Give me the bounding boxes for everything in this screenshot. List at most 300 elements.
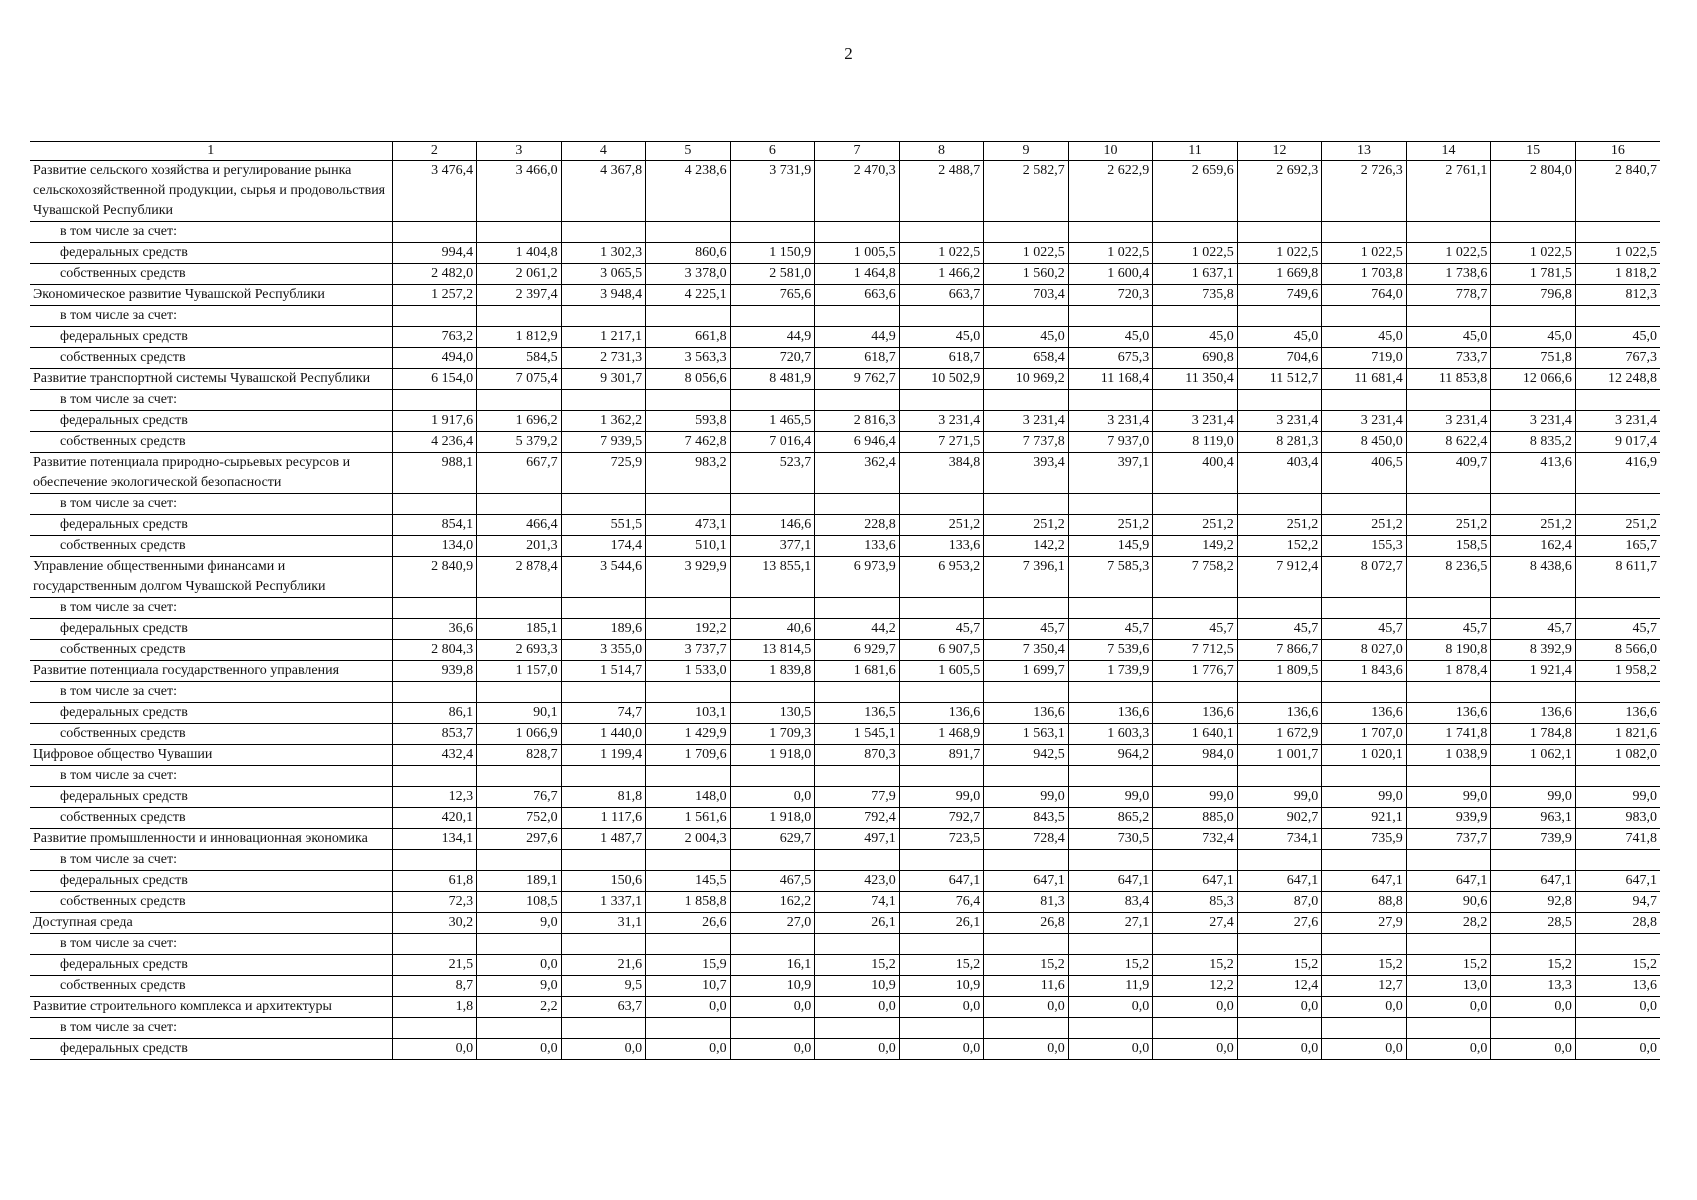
table-cell: 7 937,0: [1068, 432, 1153, 453]
table-cell: [477, 306, 562, 327]
table-cell: 1 022,5: [899, 243, 984, 264]
table-cell: 1 776,7: [1153, 661, 1238, 682]
row-label: Доступная среда: [30, 913, 392, 934]
table-cell: [1406, 766, 1491, 787]
table-cell: [477, 1018, 562, 1039]
table-cell: 6 929,7: [815, 640, 900, 661]
table-cell: 647,1: [1068, 871, 1153, 892]
table-cell: 11 168,4: [1068, 369, 1153, 390]
table-cell: [392, 494, 477, 515]
table-cell: 1 337,1: [561, 892, 646, 913]
table-cell: 11 681,4: [1322, 369, 1407, 390]
table-cell: 2 659,6: [1153, 161, 1238, 222]
row-label: Развитие потенциала природно-сырьевых ресурсов и обеспечение экологической безопасности: [30, 453, 392, 494]
table-cell: [561, 598, 646, 619]
row-label: в том числе за счет:: [30, 390, 392, 411]
table-cell: 192,2: [646, 619, 731, 640]
table-cell: 2 693,3: [477, 640, 562, 661]
table-cell: 87,0: [1237, 892, 1322, 913]
table-cell: [1068, 306, 1153, 327]
table-cell: 1 818,2: [1575, 264, 1660, 285]
table-cell: [730, 494, 815, 515]
table-cell: 0,0: [1237, 997, 1322, 1018]
table-cell: [1068, 598, 1153, 619]
table-cell: 136,6: [1068, 703, 1153, 724]
table-cell: [984, 766, 1069, 787]
table-cell: [1237, 850, 1322, 871]
table-row: [30, 557, 1660, 598]
table-cell: 1 703,8: [1322, 264, 1407, 285]
table-cell: [1322, 390, 1407, 411]
table-cell: 704,6: [1237, 348, 1322, 369]
table-cell: 885,0: [1153, 808, 1238, 829]
table-cell: [1237, 766, 1322, 787]
table-cell: [646, 682, 731, 703]
table-cell: 1 022,5: [1237, 243, 1322, 264]
table-cell: 30,2: [392, 913, 477, 934]
table-cell: 703,4: [984, 285, 1069, 306]
table-cell: 739,9: [1491, 829, 1576, 850]
table-cell: 21,5: [392, 955, 477, 976]
table-cell: 251,2: [1575, 515, 1660, 536]
row-label: собственных средств: [30, 892, 392, 913]
table-cell: 2 731,3: [561, 348, 646, 369]
table-cell: 3 065,5: [561, 264, 646, 285]
table-cell: 8 119,0: [1153, 432, 1238, 453]
table-cell: 1 858,8: [646, 892, 731, 913]
table-cell: 0,0: [646, 997, 731, 1018]
table-subrow: [30, 515, 1660, 536]
table-cell: 7 939,5: [561, 432, 646, 453]
table-cell: [815, 494, 900, 515]
table-cell: [646, 934, 731, 955]
table-cell: 3 231,4: [1491, 411, 1576, 432]
table-subrow: [30, 1039, 1660, 1060]
table-cell: [815, 766, 900, 787]
table-cell: [1153, 934, 1238, 955]
table-cell: 162,2: [730, 892, 815, 913]
table-cell: 152,2: [1237, 536, 1322, 557]
table-cell: [899, 494, 984, 515]
table-cell: 92,8: [1491, 892, 1576, 913]
row-label: федеральных средств: [30, 619, 392, 640]
column-header: 10: [1068, 142, 1153, 161]
table-cell: 31,1: [561, 913, 646, 934]
row-label: собственных средств: [30, 808, 392, 829]
table-cell: 13 855,1: [730, 557, 815, 598]
table-cell: 7 016,4: [730, 432, 815, 453]
table-cell: [1575, 934, 1660, 955]
table-subrow: [30, 808, 1660, 829]
table-cell: 618,7: [815, 348, 900, 369]
table-cell: 40,6: [730, 619, 815, 640]
table-cell: 133,6: [815, 536, 900, 557]
table-subrow: [30, 976, 1660, 997]
table-cell: [477, 766, 562, 787]
row-label: федеральных средств: [30, 327, 392, 348]
table-cell: 45,0: [984, 327, 1069, 348]
table-cell: 902,7: [1237, 808, 1322, 829]
table-cell: 690,8: [1153, 348, 1238, 369]
table-cell: [815, 934, 900, 955]
table-cell: 0,0: [561, 1039, 646, 1060]
table-cell: 3 231,4: [984, 411, 1069, 432]
table-row: [30, 661, 1660, 682]
table-cell: 9,5: [561, 976, 646, 997]
table-cell: 76,4: [899, 892, 984, 913]
table-cell: 1 812,9: [477, 327, 562, 348]
table-cell: 3 231,4: [1406, 411, 1491, 432]
table-cell: 0,0: [984, 997, 1069, 1018]
table-cell: [1153, 390, 1238, 411]
table-cell: 36,6: [392, 619, 477, 640]
header-row: [30, 142, 1660, 161]
table-cell: [646, 850, 731, 871]
table-cell: 6 946,4: [815, 432, 900, 453]
table-cell: 853,7: [392, 724, 477, 745]
table-cell: 136,5: [815, 703, 900, 724]
table-cell: 145,5: [646, 871, 731, 892]
table-cell: 0,0: [1153, 997, 1238, 1018]
table-cell: [1491, 934, 1576, 955]
table-cell: 90,6: [1406, 892, 1491, 913]
table-cell: 1 001,7: [1237, 745, 1322, 766]
table-cell: 0,0: [477, 1039, 562, 1060]
table-subrow: [30, 411, 1660, 432]
table-cell: 3 466,0: [477, 161, 562, 222]
table-subrow: [30, 787, 1660, 808]
table-cell: 3 737,7: [646, 640, 731, 661]
table-cell: 663,6: [815, 285, 900, 306]
table-cell: 108,5: [477, 892, 562, 913]
table-cell: [392, 306, 477, 327]
table-cell: [984, 934, 1069, 955]
table-cell: 189,1: [477, 871, 562, 892]
table-cell: 9 017,4: [1575, 432, 1660, 453]
table-cell: 11,6: [984, 976, 1069, 997]
table-cell: [1575, 682, 1660, 703]
table-cell: 8 056,6: [646, 369, 731, 390]
table-cell: 6 973,9: [815, 557, 900, 598]
table-cell: 397,1: [1068, 453, 1153, 494]
table-cell: 145,9: [1068, 536, 1153, 557]
table-cell: 0,0: [646, 1039, 731, 1060]
table-cell: [1153, 598, 1238, 619]
row-label: в том числе за счет:: [30, 222, 392, 243]
table-subrow: [30, 327, 1660, 348]
table-cell: 1 878,4: [1406, 661, 1491, 682]
table-cell: 45,7: [1491, 619, 1576, 640]
table-cell: [561, 306, 646, 327]
row-label: в том числе за счет:: [30, 766, 392, 787]
table-cell: 1 637,1: [1153, 264, 1238, 285]
table-cell: [1322, 306, 1407, 327]
table-cell: [984, 682, 1069, 703]
table-cell: 99,0: [1322, 787, 1407, 808]
row-label: Развитие транспортной системы Чувашской Республики: [30, 369, 392, 390]
page-number: 2: [844, 44, 853, 63]
row-label: в том числе за счет:: [30, 850, 392, 871]
table-cell: 8 281,3: [1237, 432, 1322, 453]
table-cell: [815, 598, 900, 619]
table-cell: 136,6: [984, 703, 1069, 724]
table-cell: 1 465,5: [730, 411, 815, 432]
table-cell: 720,7: [730, 348, 815, 369]
table-cell: 732,4: [1153, 829, 1238, 850]
table-cell: [1153, 1018, 1238, 1039]
table-cell: [1406, 682, 1491, 703]
table-cell: [984, 850, 1069, 871]
table-subrow: [30, 766, 1660, 787]
table-cell: 667,7: [477, 453, 562, 494]
table-cell: 15,9: [646, 955, 731, 976]
table-cell: 45,7: [1153, 619, 1238, 640]
table-cell: 730,5: [1068, 829, 1153, 850]
table-cell: 2 804,3: [392, 640, 477, 661]
table-cell: [730, 598, 815, 619]
table-cell: 136,6: [1406, 703, 1491, 724]
table-cell: 0,0: [477, 955, 562, 976]
column-header: 1: [30, 142, 392, 161]
table-cell: 7 462,8: [646, 432, 731, 453]
table-cell: 1 781,5: [1491, 264, 1576, 285]
table-cell: 0,0: [984, 1039, 1069, 1060]
table-cell: 1 709,6: [646, 745, 731, 766]
row-label: Развитие потенциала государственного управления: [30, 661, 392, 682]
table-cell: [984, 494, 1069, 515]
table-cell: 10,9: [815, 976, 900, 997]
table-cell: 377,1: [730, 536, 815, 557]
table-cell: 7 737,8: [984, 432, 1069, 453]
table-subrow: [30, 934, 1660, 955]
table-cell: [1322, 766, 1407, 787]
table-cell: 15,2: [1153, 955, 1238, 976]
table-cell: 26,1: [899, 913, 984, 934]
table-cell: 8 611,7: [1575, 557, 1660, 598]
table-cell: [392, 222, 477, 243]
table-cell: 0,0: [1406, 1039, 1491, 1060]
table-cell: 13,3: [1491, 976, 1576, 997]
table-cell: 409,7: [1406, 453, 1491, 494]
row-label: федеральных средств: [30, 703, 392, 724]
table-cell: [1575, 766, 1660, 787]
table-cell: [477, 850, 562, 871]
table-cell: 1 784,8: [1491, 724, 1576, 745]
table-cell: 865,2: [1068, 808, 1153, 829]
table-cell: 103,1: [646, 703, 731, 724]
row-label: собственных средств: [30, 432, 392, 453]
table-cell: 27,0: [730, 913, 815, 934]
table-cell: 1 707,0: [1322, 724, 1407, 745]
table-cell: [1575, 598, 1660, 619]
table-cell: [561, 682, 646, 703]
table-cell: 15,2: [1068, 955, 1153, 976]
table-cell: 99,0: [984, 787, 1069, 808]
table-cell: 63,7: [561, 997, 646, 1018]
table-cell: 0,0: [815, 997, 900, 1018]
table-cell: 8 566,0: [1575, 640, 1660, 661]
table-cell: [477, 494, 562, 515]
row-label: федеральных средств: [30, 515, 392, 536]
table-cell: 11 853,8: [1406, 369, 1491, 390]
table-cell: 45,7: [1575, 619, 1660, 640]
table-cell: 2 581,0: [730, 264, 815, 285]
table-header: [30, 142, 1660, 161]
table-cell: 88,8: [1322, 892, 1407, 913]
table-cell: [1237, 390, 1322, 411]
table-cell: [1406, 222, 1491, 243]
table-cell: 752,0: [477, 808, 562, 829]
table-cell: [1406, 934, 1491, 955]
table-cell: [730, 306, 815, 327]
table-cell: 8 438,6: [1491, 557, 1576, 598]
table-cell: [1575, 494, 1660, 515]
table-cell: 251,2: [1153, 515, 1238, 536]
table-cell: 45,0: [1575, 327, 1660, 348]
table-cell: 843,5: [984, 808, 1069, 829]
table-cell: [1237, 494, 1322, 515]
table-cell: [1491, 390, 1576, 411]
table-subrow: [30, 640, 1660, 661]
table-cell: 3 231,4: [1237, 411, 1322, 432]
table-cell: 27,9: [1322, 913, 1407, 934]
table-cell: 8 190,8: [1406, 640, 1491, 661]
table-subrow: [30, 850, 1660, 871]
table-cell: 28,8: [1575, 913, 1660, 934]
table-cell: 420,1: [392, 808, 477, 829]
table-cell: 1 466,2: [899, 264, 984, 285]
table-cell: 728,4: [984, 829, 1069, 850]
table-cell: [730, 766, 815, 787]
table-subrow: [30, 871, 1660, 892]
table-cell: 174,4: [561, 536, 646, 557]
table-cell: 0,0: [899, 1039, 984, 1060]
table-cell: [1068, 1018, 1153, 1039]
table-cell: [1406, 390, 1491, 411]
table-cell: [1153, 850, 1238, 871]
table-subrow: [30, 264, 1660, 285]
table-cell: 94,7: [1575, 892, 1660, 913]
table-cell: 4 225,1: [646, 285, 731, 306]
table-cell: 735,8: [1153, 285, 1238, 306]
table-cell: [392, 390, 477, 411]
table-cell: 9,0: [477, 913, 562, 934]
table-cell: [1237, 934, 1322, 955]
table-cell: 3 731,9: [730, 161, 815, 222]
table-cell: 148,0: [646, 787, 731, 808]
table-cell: 99,0: [1491, 787, 1576, 808]
table-cell: 8 392,9: [1491, 640, 1576, 661]
table-cell: [646, 598, 731, 619]
table-cell: 27,1: [1068, 913, 1153, 934]
table-cell: 741,8: [1575, 829, 1660, 850]
table-cell: [561, 1018, 646, 1039]
table-cell: 130,5: [730, 703, 815, 724]
column-header: 13: [1322, 142, 1407, 161]
table-cell: 1 918,0: [730, 745, 815, 766]
table-cell: 28,5: [1491, 913, 1576, 934]
table-cell: [899, 850, 984, 871]
table-cell: 921,1: [1322, 808, 1407, 829]
table-cell: [1153, 682, 1238, 703]
table-cell: [561, 494, 646, 515]
table-cell: 1 468,9: [899, 724, 984, 745]
table-cell: [1575, 390, 1660, 411]
table-cell: 44,9: [815, 327, 900, 348]
table-cell: 1 921,4: [1491, 661, 1576, 682]
table-cell: 964,2: [1068, 745, 1153, 766]
table-cell: [730, 682, 815, 703]
table-cell: 7 075,4: [477, 369, 562, 390]
table-cell: [1237, 682, 1322, 703]
table-cell: 0,0: [899, 997, 984, 1018]
table-cell: 413,6: [1491, 453, 1576, 494]
table-cell: [1237, 306, 1322, 327]
table-cell: 8 450,0: [1322, 432, 1407, 453]
table-cell: 1 117,6: [561, 808, 646, 829]
table-cell: 12,7: [1322, 976, 1407, 997]
table-cell: 963,1: [1491, 808, 1576, 829]
table-cell: 497,1: [815, 829, 900, 850]
table-subrow: [30, 306, 1660, 327]
table-cell: 45,0: [1491, 327, 1576, 348]
row-label: федеральных средств: [30, 787, 392, 808]
table-cell: 983,2: [646, 453, 731, 494]
table-cell: 994,4: [392, 243, 477, 264]
table-cell: 77,9: [815, 787, 900, 808]
table-cell: [561, 222, 646, 243]
table-cell: 10,7: [646, 976, 731, 997]
table-row: [30, 369, 1660, 390]
table-cell: 1 809,5: [1237, 661, 1322, 682]
table-cell: 74,7: [561, 703, 646, 724]
table-cell: 45,7: [1237, 619, 1322, 640]
table-cell: 2 726,3: [1322, 161, 1407, 222]
table-row: [30, 161, 1660, 222]
table-cell: 44,2: [815, 619, 900, 640]
table-cell: [646, 1018, 731, 1039]
table-cell: [1491, 306, 1576, 327]
table-cell: 1 022,5: [1322, 243, 1407, 264]
table-cell: 1 839,8: [730, 661, 815, 682]
table-cell: 584,5: [477, 348, 562, 369]
table-cell: 725,9: [561, 453, 646, 494]
table-cell: 136,6: [1322, 703, 1407, 724]
table-cell: 658,4: [984, 348, 1069, 369]
table-cell: 2 692,3: [1237, 161, 1322, 222]
table-cell: [1322, 934, 1407, 955]
table-cell: 551,5: [561, 515, 646, 536]
row-label: федеральных средств: [30, 955, 392, 976]
table-cell: [815, 1018, 900, 1039]
table-cell: 939,8: [392, 661, 477, 682]
table-cell: 251,2: [1406, 515, 1491, 536]
table-cell: 228,8: [815, 515, 900, 536]
table-cell: 27,6: [1237, 913, 1322, 934]
table-cell: 510,1: [646, 536, 731, 557]
table-cell: 1 022,5: [1491, 243, 1576, 264]
table-cell: 12 248,8: [1575, 369, 1660, 390]
table-cell: 2 804,0: [1491, 161, 1576, 222]
table-cell: 11 350,4: [1153, 369, 1238, 390]
table-cell: 3 231,4: [1575, 411, 1660, 432]
table-cell: [815, 222, 900, 243]
table-cell: 1 038,9: [1406, 745, 1491, 766]
table-cell: 0,0: [392, 1039, 477, 1060]
table-cell: 362,4: [815, 453, 900, 494]
table-cell: 3 231,4: [1068, 411, 1153, 432]
table-cell: 494,0: [392, 348, 477, 369]
